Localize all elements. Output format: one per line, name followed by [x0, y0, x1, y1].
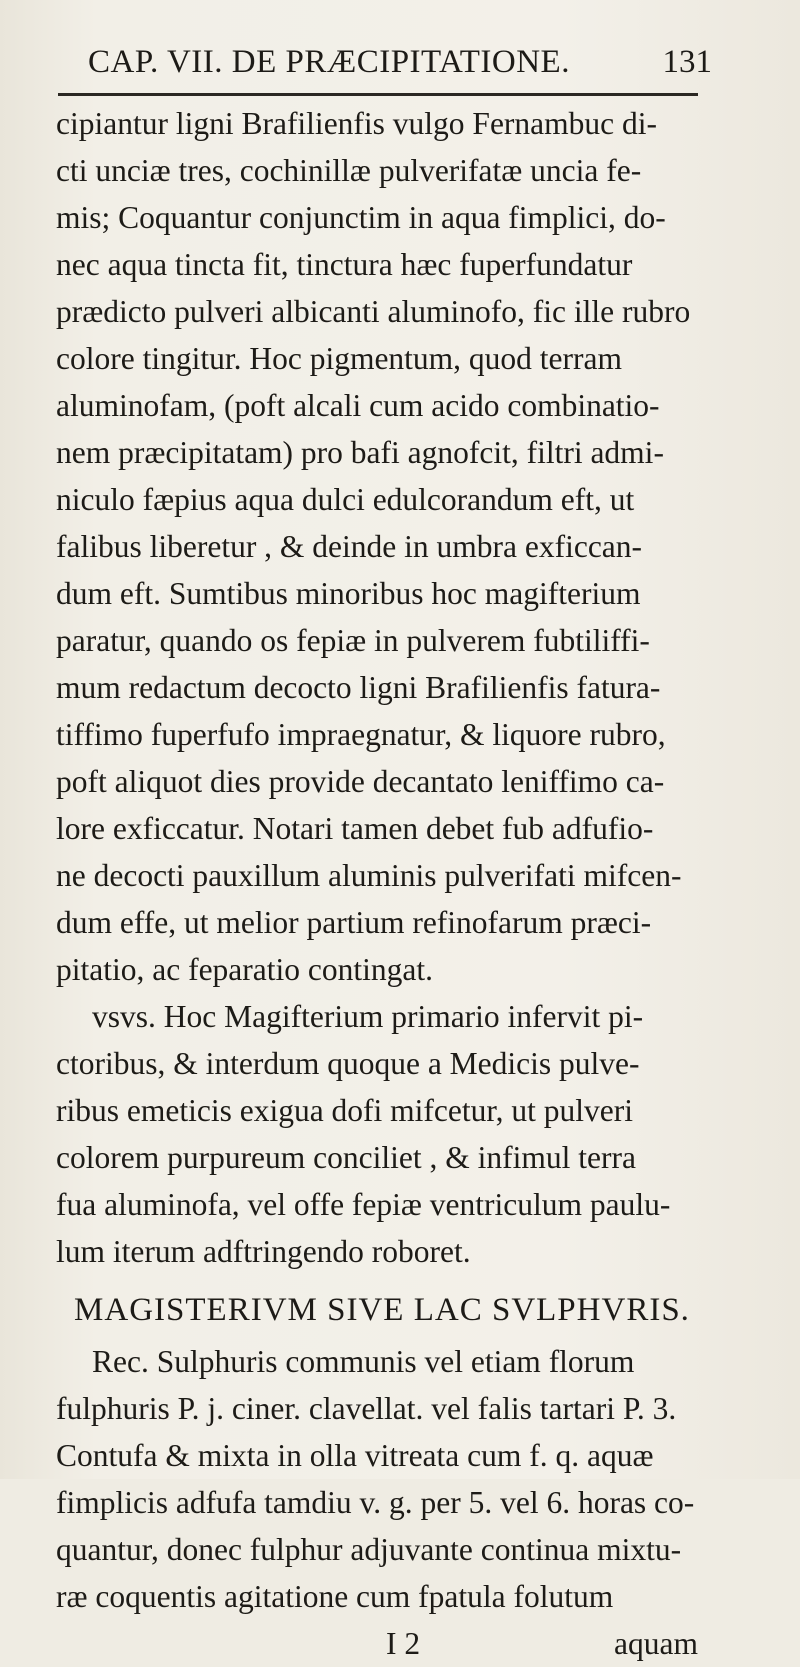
usus-line: vsvs. Hoc Magifterium primario infervit pi- [92, 999, 644, 1034]
recipe-line: Rec. Sulphuris communis vel etiam florum [92, 1344, 635, 1379]
text-line: lore exficcatur. Notari tamen debet fub adfufio- [56, 811, 654, 846]
text-line: fulphuris P. j. ciner. clavellat. vel falis tartari P. 3. [56, 1391, 677, 1426]
text-line: nec aqua tincta fit, tinctura hæc fuperfundatur [56, 247, 633, 282]
paragraph-usus [56, 1040, 708, 1275]
text-line: niculo fæpius aqua dulci edulcorandum eft, ut [56, 482, 635, 517]
text-line: ræ coquentis agitatione cum fpatula folutum [56, 1579, 614, 1614]
text-line: dum eft. Sumtibus minoribus hoc magifterium [56, 576, 641, 611]
text-line: cti unciæ tres, cochinillæ pulverifatæ uncia fe- [56, 153, 642, 188]
text-line: fua aluminofa, vel offe fepiæ ventriculum paulu- [56, 1187, 671, 1222]
running-head: CAP. VII. DE PRÆCIPITATIONE. [88, 44, 570, 80]
body-text [56, 100, 708, 1667]
paragraph-recipe [56, 1385, 708, 1620]
header-rule [58, 93, 698, 96]
text-line: lum iterum adftringendo roboret. [56, 1234, 471, 1269]
text-line: aluminofam, (poft alcali cum acido combinatio- [56, 388, 660, 423]
text-line: dum effe, ut melior partium refinofarum præci- [56, 905, 652, 940]
page-header [88, 44, 712, 84]
text-line: quantur, donec fulphur adjuvante continua mixtu- [56, 1532, 682, 1567]
text-line: paratur, quando os fepiæ in pulverem fubtiliffi- [56, 623, 650, 658]
text-line: colore tingitur. Hoc pigmentum, quod terram [56, 341, 623, 376]
text-line: nem præcipitatam) pro bafi agnofcit, filtri admi- [56, 435, 664, 470]
text-line: Contufa & mixta in olla vitreata cum f. q. aquæ [56, 1438, 654, 1473]
signature-mark: I 2 [386, 1626, 421, 1661]
text-line: tiffimo fuperfufo impraegnatur, & liquore rubro, [56, 717, 666, 752]
text-line: ctoribus, & interdum quoque a Medicis pulve- [56, 1046, 640, 1081]
text-line: mum redactum decocto ligni Brafilienfis fatura- [56, 670, 661, 705]
page-number: 131 [662, 44, 712, 80]
section-title: MAGISTERIVM SIVE LAC SVLPHVRIS. [74, 1292, 690, 1328]
text-line: falibus liberetur , & deinde in umbra exficcan- [56, 529, 643, 564]
paragraph-preparation [56, 100, 708, 993]
text-line: ne decocti pauxillum aluminis pulverifati mifcen- [56, 858, 682, 893]
catchword: aquam [614, 1626, 698, 1661]
text-line: pitatio, ac feparatio contingat. [56, 952, 433, 987]
text-line: poft aliquot dies provide decantato leniffimo ca- [56, 764, 665, 799]
text-line: ribus emeticis exigua dofi mifcetur, ut pulveri [56, 1093, 633, 1128]
signature-line [56, 1620, 708, 1667]
text-line: colorem purpureum conciliet , & infimul terra [56, 1140, 636, 1175]
text-line: prædicto pulveri albicanti aluminofo, fic ille rubro [56, 294, 691, 329]
text-line: mis; Coquantur conjunctim in aqua fimplici, do- [56, 200, 666, 235]
text-line: cipiantur ligni Brafilienfis vulgo Fernambuc di- [56, 106, 657, 141]
text-line: fimplicis adfufa tamdiu v. g. per 5. vel 6. horas co- [56, 1485, 695, 1520]
